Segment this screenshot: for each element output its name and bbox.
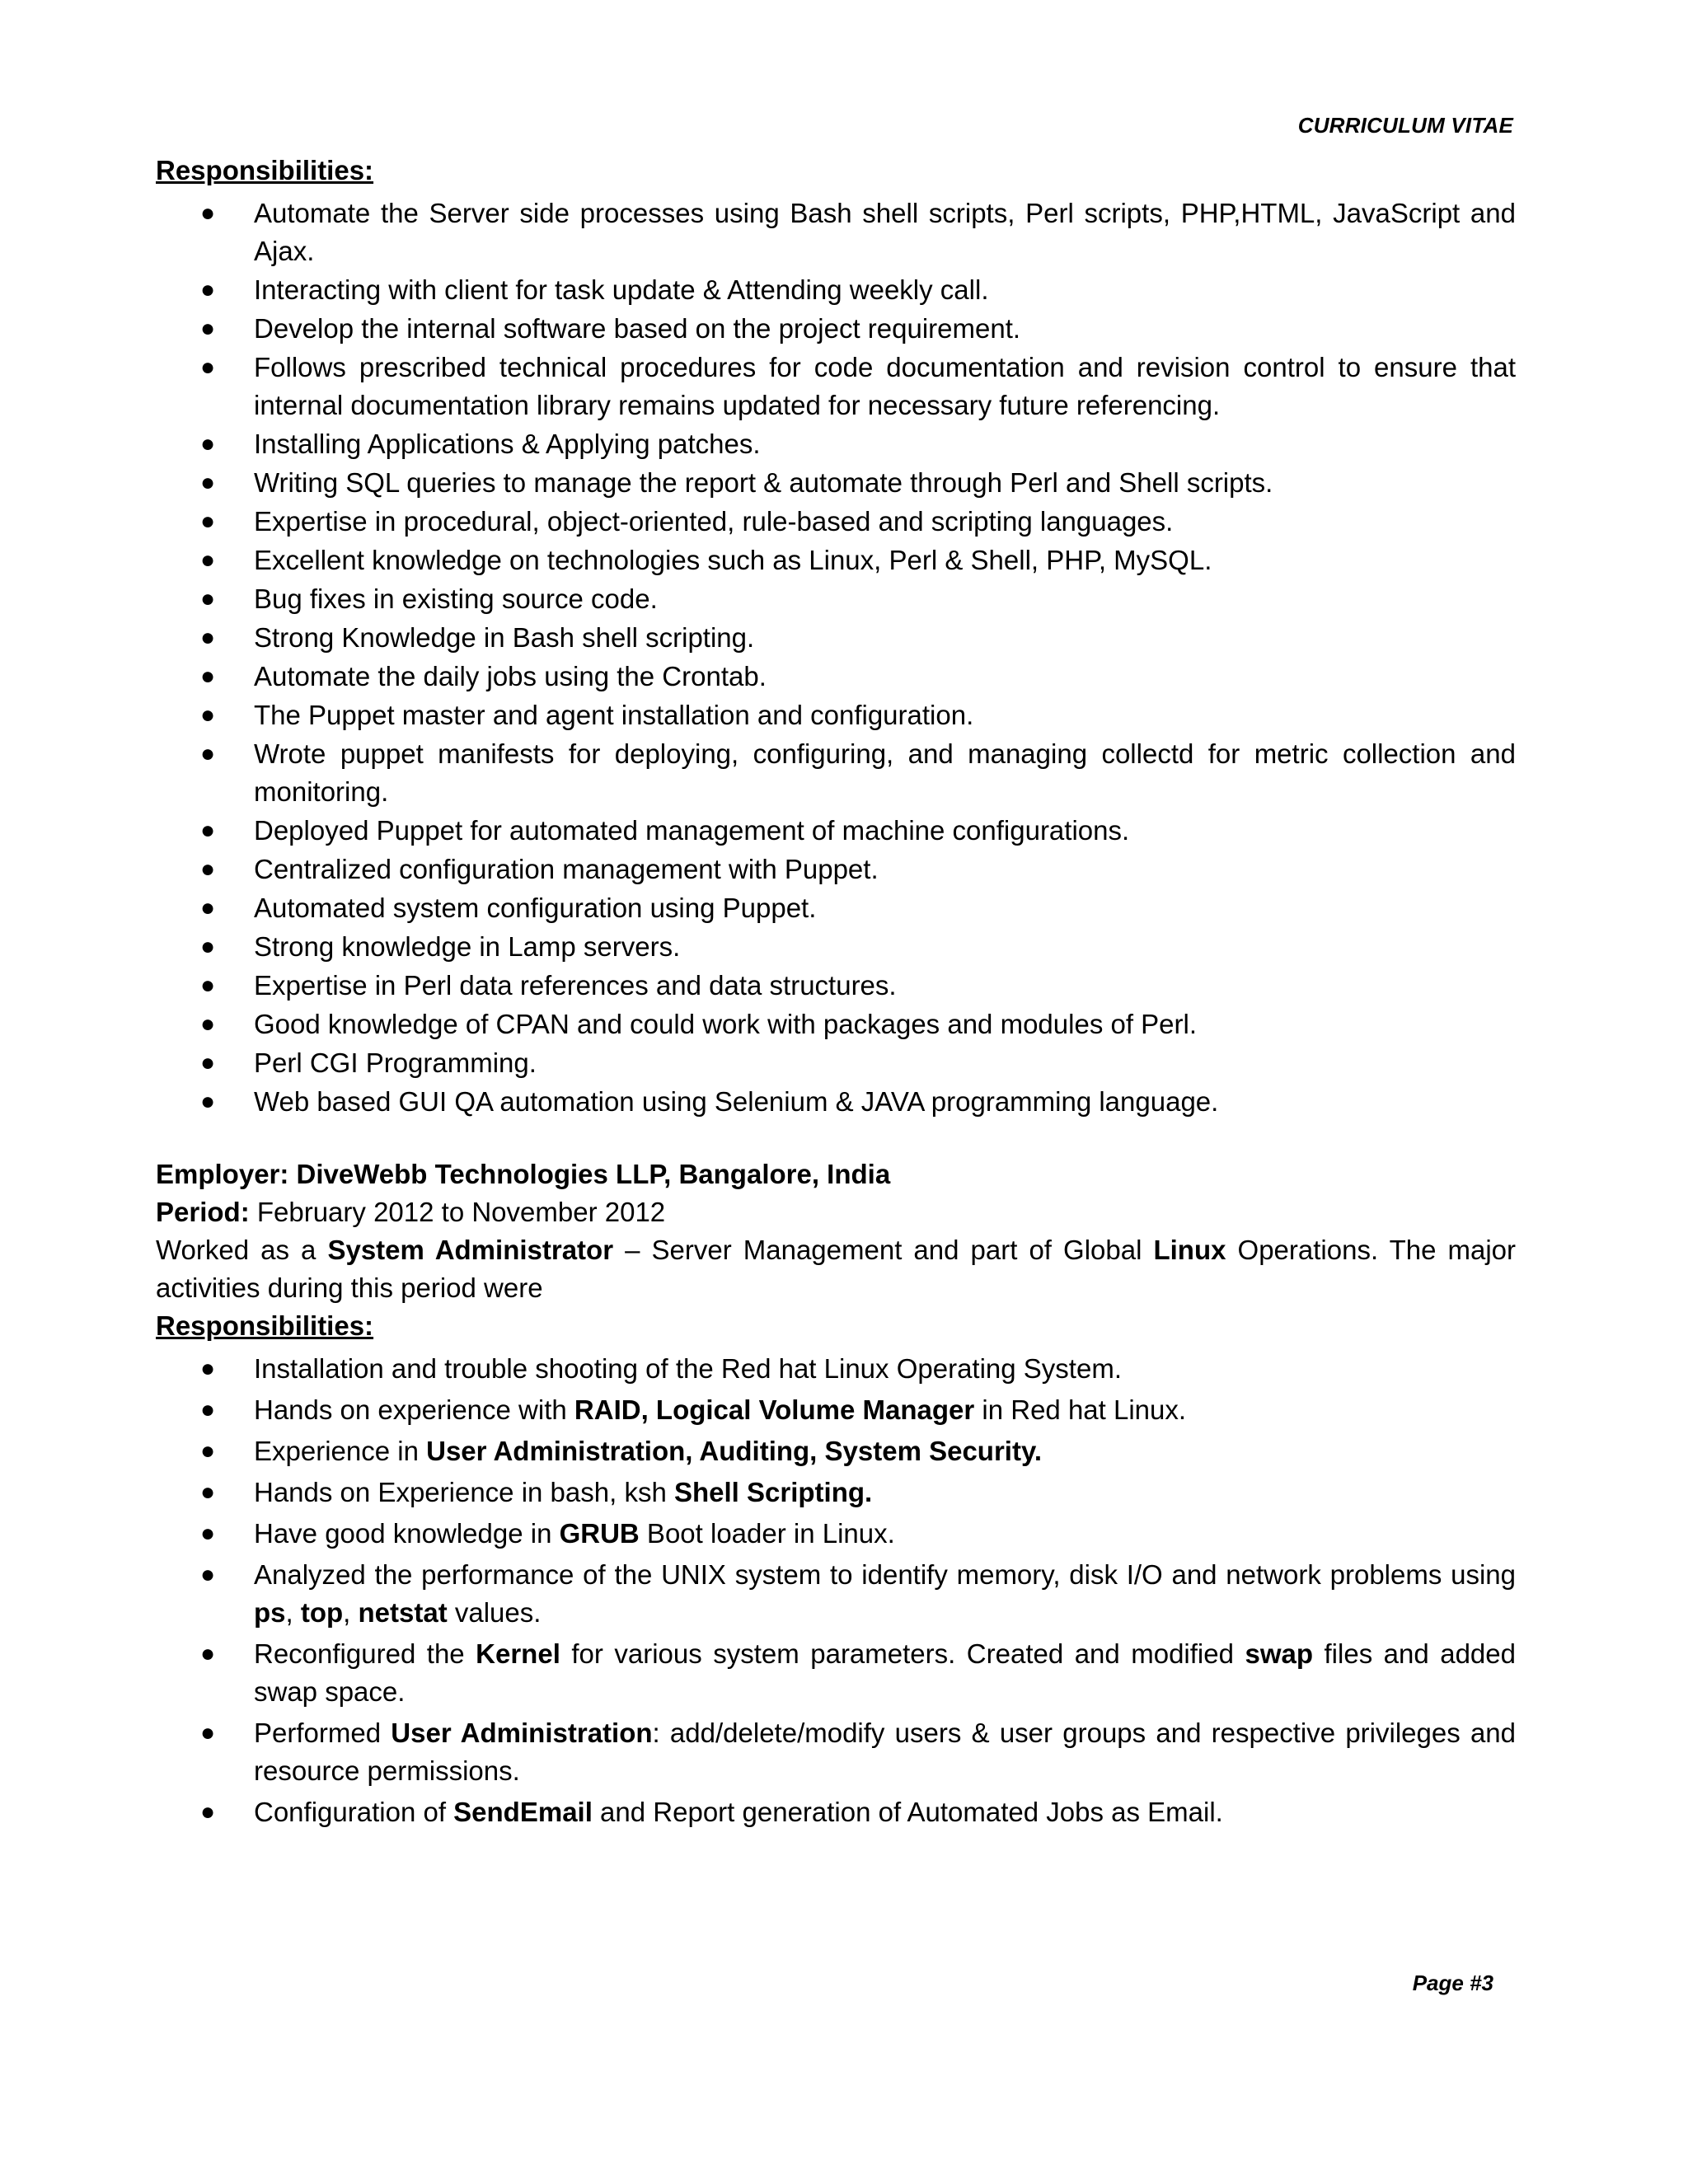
list-item-text: : add/delete/modify users & user groups and respective privileges and resource permissions. (254, 1718, 1516, 1786)
bullet-icon: ● (200, 740, 216, 767)
list-item-emphasis: ps (254, 1597, 286, 1628)
list-item (156, 503, 1516, 541)
period-value: February 2012 to November 2012 (249, 1197, 666, 1227)
bullet-icon: ● (200, 315, 216, 342)
list-item (156, 1044, 1516, 1082)
bullet-icon: ● (200, 1396, 216, 1423)
list-item-text: , (285, 1597, 301, 1628)
list-item (156, 310, 1516, 348)
list-item-emphasis: RAID, Logical Volume Manager (574, 1394, 975, 1425)
list-item-text: Strong knowledge in Lamp servers. (254, 931, 681, 962)
list-item-text: Automate the daily jobs using the Crontab. (254, 661, 767, 691)
list-item (156, 619, 1516, 657)
bullet-icon: ● (200, 1561, 216, 1588)
responsibilities-list (156, 194, 1516, 1121)
bullet-icon: ● (200, 508, 216, 535)
summary-text: Operations. The major activities during this period were (156, 1235, 1517, 1303)
bullet-icon: ● (200, 1355, 216, 1382)
list-item-text: Installing Applications & Applying patches. (254, 429, 761, 459)
bullet-icon: ● (200, 1049, 216, 1076)
list-item-text: Expertise in procedural, object-oriented, rule-based and scripting languages. (254, 506, 1174, 537)
list-item-text: values. (447, 1597, 542, 1628)
list-item-text: Strong Knowledge in Bash shell scripting. (254, 622, 755, 653)
list-item-text: Excellent knowledge on technologies such as Linux, Perl & Shell, PHP, MySQL. (254, 545, 1212, 575)
bullet-icon: ● (200, 1719, 216, 1746)
list-item-text: Installation and trouble shooting of the Red hat Linux Operating System. (254, 1353, 1122, 1384)
list-item-text: Reconfigured the (254, 1638, 476, 1669)
list-item-text: Good knowledge of CPAN and could work with packages and modules of Perl. (254, 1009, 1198, 1039)
responsibilities-list (156, 1350, 1516, 1831)
summary-text: Worked as a (156, 1235, 328, 1265)
page-number: Page #3 (1412, 1971, 1493, 1995)
list-item-emphasis: GRUB (559, 1518, 640, 1549)
bullet-icon: ● (200, 1010, 216, 1038)
job-title: System Administrator (327, 1235, 614, 1265)
responsibilities-heading: Responsibilities: (156, 155, 374, 185)
summary-text: – Server Management and part of Global (613, 1235, 1154, 1265)
list-item-emphasis: swap (1245, 1638, 1314, 1669)
bullet-icon: ● (200, 1798, 216, 1825)
employer-block (156, 1155, 1516, 1307)
list-item (156, 464, 1516, 502)
list-item-text: Perl CGI Programming. (254, 1047, 537, 1078)
list-item-text: Deployed Puppet for automated management of machine configurations. (254, 815, 1130, 846)
list-item-text: Configuration of (254, 1797, 454, 1827)
list-item-text: Wrote puppet manifests for deploying, configuring, and managing collectd for metric collection and monitoring. (254, 738, 1516, 807)
list-item (156, 735, 1516, 811)
list-item (156, 580, 1516, 618)
list-item-emphasis: netstat (358, 1597, 448, 1628)
list-item-text: Experience in (254, 1436, 427, 1466)
responsibilities-heading: Responsibilities: (156, 1310, 374, 1341)
list-item-text: Automated system configuration using Puppet. (254, 893, 817, 923)
page-content (156, 152, 1516, 1835)
list-item (156, 696, 1516, 734)
list-item-text: Expertise in Perl data references and data structures. (254, 970, 897, 1001)
document-header-title: CURRICULUM VITAE (1297, 113, 1513, 138)
list-item (156, 1391, 1516, 1429)
bullet-icon: ● (200, 199, 216, 227)
list-item-text: Follows prescribed technical procedures for code documentation and revision control to ensure that internal documentation library remains updated for necessary future referencing. (254, 352, 1516, 420)
list-item-emphasis: Kernel (476, 1638, 560, 1669)
list-item-text: and Report generation of Automated Jobs as Email. (592, 1797, 1223, 1827)
bullet-icon: ● (200, 1640, 216, 1667)
list-item-text: Boot loader in Linux. (639, 1518, 895, 1549)
list-item (156, 658, 1516, 696)
bullet-icon: ● (200, 546, 216, 574)
list-item (156, 967, 1516, 1005)
list-item-text: for various system parameters. Created and modified (560, 1638, 1245, 1669)
list-item-text: Develop the internal software based on the project requirement. (254, 313, 1021, 344)
list-item (156, 1083, 1516, 1121)
list-item-text: Web based GUI QA automation using Selenium & JAVA programming language. (254, 1086, 1219, 1117)
list-item-text: files and added swap space. (254, 1638, 1516, 1707)
list-item (156, 194, 1516, 270)
employment-summary (156, 1231, 1516, 1307)
list-item-text: Hands on experience with (254, 1394, 574, 1425)
list-item-text: Automate the Server side processes using Bash shell scripts, Perl scripts, PHP,HTML, JavaScript and Ajax. (254, 198, 1516, 266)
bullet-icon: ● (200, 972, 216, 999)
list-item (156, 1432, 1516, 1470)
list-item (156, 1005, 1516, 1043)
list-item-text: Centralized configuration management with Puppet. (254, 854, 879, 884)
list-item (156, 1556, 1516, 1632)
bullet-icon: ● (200, 1520, 216, 1547)
list-item (156, 541, 1516, 579)
bullet-icon: ● (200, 855, 216, 883)
list-item (156, 425, 1516, 463)
list-item (156, 928, 1516, 966)
list-item (156, 1714, 1516, 1790)
bullet-icon: ● (200, 933, 216, 960)
bullet-icon: ● (200, 1437, 216, 1465)
bullet-icon: ● (200, 354, 216, 381)
list-item-text: Have good knowledge in (254, 1518, 560, 1549)
bullet-icon: ● (200, 624, 216, 651)
bullet-icon: ● (200, 894, 216, 921)
list-item (156, 1515, 1516, 1553)
list-item (156, 1474, 1516, 1511)
list-item (156, 812, 1516, 850)
list-item (156, 349, 1516, 424)
list-item-emphasis: User Administration, Auditing, System Security. (426, 1436, 1043, 1466)
list-item (156, 1793, 1516, 1831)
list-item-text: Writing SQL queries to manage the report & automate through Perl and Shell scripts. (254, 467, 1273, 498)
list-item-text: Bug fixes in existing source code. (254, 583, 658, 614)
list-item-text: , (343, 1597, 359, 1628)
list-item-text: Hands on Experience in bash, ksh (254, 1477, 674, 1507)
bullet-icon: ● (200, 1088, 216, 1115)
list-item-emphasis: User Administration (391, 1718, 653, 1748)
list-item (156, 1635, 1516, 1711)
bullet-icon: ● (200, 585, 216, 612)
employer-line: Employer: DiveWebb Technologies LLP, Bangalore, India (156, 1159, 891, 1189)
bullet-icon: ● (200, 817, 216, 844)
list-item (156, 851, 1516, 888)
period-line (156, 1193, 1516, 1231)
bullet-icon: ● (200, 1479, 216, 1506)
list-item-text: Performed (254, 1718, 392, 1748)
list-item-text: in Red hat Linux. (974, 1394, 1187, 1425)
list-item (156, 1350, 1516, 1388)
list-item-emphasis: Shell Scripting. (673, 1477, 873, 1507)
list-item-text: The Puppet master and agent installation and configuration. (254, 700, 974, 730)
bullet-icon: ● (200, 276, 216, 303)
list-item-text: Analyzed the performance of the UNIX system to identify memory, disk I/O and network problems using (254, 1559, 1516, 1590)
summary-emphasis: Linux (1153, 1235, 1226, 1265)
bullet-icon: ● (200, 430, 216, 457)
list-item-text: Interacting with client for task update & Attending weekly call. (254, 274, 989, 305)
period-label: Period: (156, 1197, 250, 1227)
bullet-icon: ● (200, 701, 216, 729)
list-item-emphasis: top (300, 1597, 344, 1628)
list-item (156, 889, 1516, 927)
list-item (156, 271, 1516, 309)
bullet-icon: ● (200, 469, 216, 496)
bullet-icon: ● (200, 663, 216, 690)
list-item-emphasis: SendEmail (453, 1797, 593, 1827)
